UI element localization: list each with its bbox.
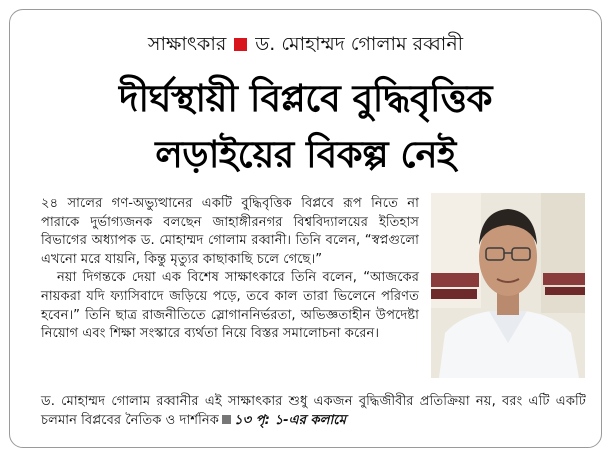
paragraph-1	[41, 195, 419, 269]
p1-line: ইতিহাস বিভাগের অধ্যাপক ড. মোহাম্মদ গোলাম রব্বানী। তিনি	[41, 214, 419, 249]
portrait-image	[431, 193, 585, 378]
p1-line: না পারাকে দুর্ভাগ্যজনক বলছেন জাহাঙ্গীরনগর বিশ্ববিদ্যালয়ের	[41, 196, 419, 230]
headline-line-2: লড়াইয়ের বিকল্প নেই	[155, 133, 456, 176]
gray-square-icon	[222, 415, 231, 424]
kicker-interviewee: ড. মোহাম্মদ গোলাম রব্বানী	[255, 33, 464, 55]
p2-line: সংস্কারে ব্যর্থতা নিয়ে বিস্তর সমালোচনা করেন।	[139, 326, 380, 342]
p1-line: চলে গেছে।”	[256, 251, 323, 267]
section-kicker	[10, 32, 601, 56]
p2-line: তারা ভিলেনে পরিণত হবেন।” তিনি ছাত্র রাজনীতিতে	[41, 288, 419, 323]
article-footer	[41, 393, 586, 430]
p3-line: ড. মোহাম্মদ গোলাম রব্বানীর এই সাক্ষাৎকার শুধু একজন বুদ্ধিজীবীর প্রতিক্রিয়া নয়, বরং	[41, 394, 523, 409]
red-square-icon	[234, 38, 247, 51]
p2-line: স্লোগাননির্ভরতা, অভিজ্ঞতাহীন উপদেষ্টা নিয়োগ এবং শিক্ষা	[41, 307, 419, 342]
interviewee-photo	[431, 193, 585, 378]
article-body	[41, 195, 419, 344]
headline-line-1: দীর্ঘস্থায়ী বিপ্লবে বুদ্ধিবৃত্তিক	[119, 77, 492, 120]
news-clipping	[9, 9, 602, 448]
p1-line: ২৪ সালের গণ-অভ্যুত্থানের একটি বুদ্ধিবৃত্তিক বিপ্লবে রূপ নিতে	[41, 196, 398, 211]
paragraph-2	[41, 269, 419, 343]
p3-line: এটি একটি চলমান বিপ্লবের নৈতিক ও দার্শনিক	[41, 394, 586, 428]
p2-line: নয়া দিগন্তকে দেয়া এক বিশেষ সাক্ষাৎকারে তিনি বলেন,	[57, 270, 357, 286]
continuation-reference: ১৩ পৃ: ১-এর কলামে	[233, 412, 346, 428]
p2-line: “আজকের নায়করা যদি ফ্যাসিবাদে জড়িয়ে পড়ে, তবে কাল	[41, 270, 419, 304]
kicker-label: সাক্ষাৎকার	[147, 33, 227, 55]
p1-line: বলেন, “স্বপ্নগুলো এখনো মরে যায়নি, কিন্তু মৃত্যুর কাছাকাছি	[41, 233, 419, 267]
